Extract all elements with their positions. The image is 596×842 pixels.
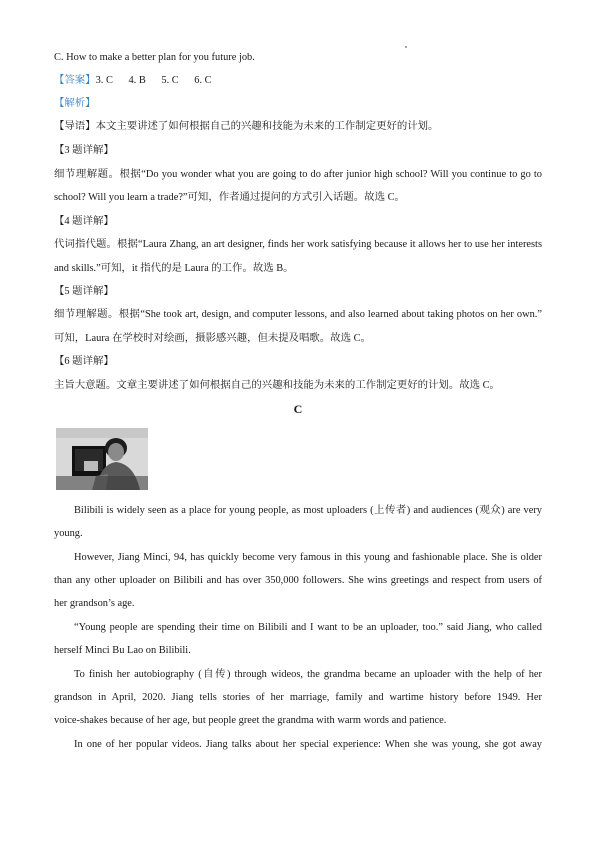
para-4-line-3: voice-shakes because of her age, but people greet the grandma with warm words and patience. xyxy=(54,715,447,726)
guide-tag: 【导语】 xyxy=(54,121,96,132)
q6-title: 【6 题详解】 xyxy=(54,356,114,367)
q4-line-2: and skills.”可知，it 指代的是 Laura 的工作。故选 B。 xyxy=(54,263,294,274)
para-1-line-1: Bilibili is widely seen as a place for young people, as most uploaders (上传者) and audiences (观众) are very xyxy=(74,505,542,516)
answer-text: 3. C 4. B 5. C 6. C xyxy=(95,75,212,86)
para-3-line-1: “Young people are spending their time on Bilibili and I want to be an uploader, too.” said Jiang, who called xyxy=(74,622,542,633)
q4-title: 【4 题详解】 xyxy=(54,216,114,227)
q3-line-1: 细节理解题。根据“Do you wonder what you are going to do after junior high school? Will you continue to go to xyxy=(54,169,542,180)
q3-line-2: school? Will you learn a trade?”可知，作者通过提问的方式引入话题。故选 C。 xyxy=(54,192,405,203)
q4-line-1: 代词指代题。根据“Laura Zhang, an art designer, finds her work satisfying because it allows her to use her interests xyxy=(54,239,542,250)
para-2-line-2: than any other uploader on Bilibili and has over 350,000 followers. She wins greetings and respect from users of xyxy=(54,575,542,586)
guide-text: 本文主要讲述了如何根据自己的兴趣和技能为未来的工作制定更好的计划。 xyxy=(95,121,439,132)
para-2-line-3: her grandson’s age. xyxy=(54,598,135,609)
q6-line-1: 主旨大意题。文章主要讲述了如何根据自己的兴趣和技能为未来的工作制定更好的计划。故选 C。 xyxy=(54,380,500,391)
q5-line-1: 细节理解题。根据“She took art, design, and computer lessons, and also learned about taking photos on her own.” xyxy=(54,309,542,320)
section-title: C xyxy=(293,402,303,416)
scan-speck xyxy=(405,46,407,48)
para-4-line-2: grandson in April, 2020. Jiang tells stories of her marriage, family and wartime history before 1949. Her xyxy=(54,692,542,703)
analysis-tag: 【解析】 xyxy=(54,98,96,109)
answer-line xyxy=(54,74,542,88)
q5-line-2: 可知，Laura 在学校时对绘画，摄影感兴趣，但未提及唱歌。故选 C。 xyxy=(54,333,371,344)
q5-title: 【5 题详解】 xyxy=(54,286,114,297)
answer-tag: 【答案】 xyxy=(54,75,96,86)
para-2-line-1: However, Jiang Minci, 94, has quickly become very famous in this young and fashionable place. She is older xyxy=(74,552,542,563)
para-1-line-2: young. xyxy=(54,528,83,539)
para-4-line-1: To finish her autobiography (自传) through wideos, the grandma became an uploader with the help of her xyxy=(74,669,542,680)
q3-title: 【3 题详解】 xyxy=(54,145,114,156)
grandma-photo xyxy=(56,428,148,490)
para-5-line-1: In one of her popular videos. Jiang talks about her special experience: When she was young, she got away xyxy=(74,739,542,750)
option-c: C. How to make a better plan for you future job. xyxy=(54,52,255,63)
guide-line xyxy=(54,120,542,134)
para-3-line-2: herself Minci Bu Lao on Bilibili. xyxy=(54,645,191,656)
